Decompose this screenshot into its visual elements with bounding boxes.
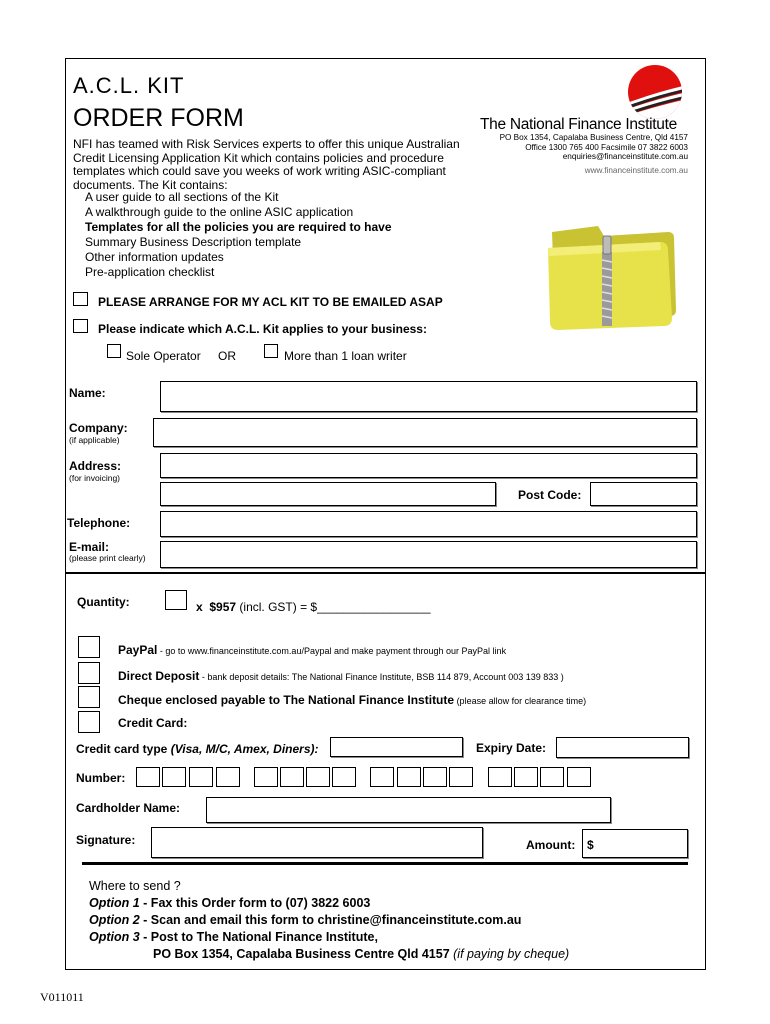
which-kit-label: Please indicate which A.C.L. Kit applies to your business:: [98, 322, 427, 336]
option-3-text: - Post to The National Finance Institute,: [139, 930, 378, 944]
address-line: PO Box 1354, Capalaba Business Centre, Qld 4157: [499, 133, 688, 142]
paypal-checkbox[interactable]: [78, 636, 100, 658]
card-number-digit[interactable]: [332, 767, 356, 787]
telephone-label: Telephone:: [67, 516, 131, 530]
kit-price: $957: [209, 600, 237, 614]
or-label: OR: [218, 349, 236, 363]
paypal-detail: - go to www.financeinstitute.com.au/Paypal and make payment through our PayPal link: [157, 646, 507, 656]
card-number-digit[interactable]: [449, 767, 473, 787]
list-item: A user guide to all sections of the Kit: [85, 190, 279, 204]
signature-label: Signature:: [76, 833, 136, 847]
send-divider: [82, 862, 688, 865]
section-divider: [66, 572, 705, 574]
address-field-line1[interactable]: [160, 453, 697, 478]
quantity-field[interactable]: [165, 590, 187, 610]
card-type-label: [76, 742, 319, 756]
post-note: (if paying by cheque): [453, 947, 570, 961]
sole-operator-label: Sole Operator: [126, 349, 201, 363]
amount-label: Amount:: [526, 838, 576, 852]
direct-deposit-detail: - bank deposit details: The National Finance Institute, BSB 114 879, Account 003 139 833 ): [199, 672, 564, 682]
card-number-digit[interactable]: [189, 767, 213, 787]
direct-deposit-checkbox[interactable]: [78, 662, 100, 684]
company-website: www.financeinstitute.com.au: [584, 166, 688, 175]
card-number-digit[interactable]: [514, 767, 538, 787]
direct-deposit-option: [118, 669, 564, 683]
card-number-digit[interactable]: [567, 767, 591, 787]
card-number-digit[interactable]: [136, 767, 160, 787]
paypal-label: PayPal: [118, 643, 158, 657]
company-note: (if applicable): [69, 435, 120, 445]
cardholder-label: Cardholder Name:: [76, 801, 181, 815]
kit-contents-list: [85, 190, 392, 280]
company-name: The National Finance Institute: [480, 116, 677, 133]
nfi-logo-icon: [614, 64, 692, 124]
email-field[interactable]: [160, 541, 697, 568]
direct-deposit-label: Direct Deposit: [118, 669, 200, 683]
paypal-option: [118, 643, 506, 657]
send-heading: Where to send ?: [89, 879, 181, 893]
times-sign: x: [196, 600, 203, 614]
company-label: Company:: [69, 421, 128, 435]
cheque-label: Cheque enclosed payable to The National Finance Institute: [118, 693, 455, 707]
company-field[interactable]: [153, 418, 697, 447]
post-address-line: [89, 946, 569, 963]
price-note: (incl. GST) = $_________________: [239, 600, 431, 614]
cheque-option: [118, 693, 586, 707]
expiry-label: Expiry Date:: [476, 741, 547, 755]
option-2-label: Option 2: [89, 913, 140, 927]
name-field[interactable]: [160, 381, 697, 412]
card-type-text: Credit card type: [76, 742, 168, 756]
send-option-1: [89, 895, 569, 912]
post-code-field[interactable]: [590, 482, 697, 506]
list-item: Summary Business Description template: [85, 235, 302, 249]
card-number-digit[interactable]: [423, 767, 447, 787]
option-1-label: Option 1: [89, 896, 140, 910]
address-note: (for invoicing): [69, 473, 121, 483]
form-version: V011011: [40, 990, 84, 1004]
company-address: [460, 133, 688, 162]
card-number-label: Number:: [76, 771, 126, 785]
more-than-one-checkbox[interactable]: [264, 344, 278, 358]
amount-currency: $: [587, 838, 594, 852]
list-item: Pre-application checklist: [85, 265, 215, 279]
card-number-digit[interactable]: [397, 767, 421, 787]
form-title-line1: A.C.L. KIT: [73, 73, 185, 98]
email-kit-label: PLEASE ARRANGE FOR MY ACL KIT TO BE EMAILED ASAP: [98, 295, 443, 309]
list-item: Other information updates: [85, 250, 224, 264]
form-title-line2: ORDER FORM: [73, 104, 244, 132]
send-instructions: [89, 878, 569, 963]
card-number-digit[interactable]: [306, 767, 330, 787]
send-option-3: [89, 929, 569, 946]
card-number-digit[interactable]: [280, 767, 304, 787]
credit-card-label: Credit Card:: [118, 716, 188, 730]
option-1-text: - Fax this Order form to (07) 3822 6003: [139, 896, 371, 910]
price-line: [196, 600, 431, 614]
intro-paragraph: NFI has teamed with Risk Services experts to offer this unique Australian Credit Licensing Application Kit which contains policies and procedure templates which could save you weeks of work writing ASIC-compliant documents. The Kit contains:: [73, 137, 460, 192]
card-type-field[interactable]: [330, 737, 463, 757]
post-code-label: Post Code:: [518, 488, 582, 502]
cheque-detail: (please allow for clearance time): [454, 696, 587, 706]
post-address: PO Box 1354, Capalaba Business Centre Qld 4157: [153, 947, 450, 961]
option-2-text: - Scan and email this form to christine@financeinstitute.com.au: [139, 913, 522, 927]
address-label: Address:: [69, 459, 122, 473]
send-option-2: [89, 912, 569, 929]
card-number-digit[interactable]: [162, 767, 186, 787]
folder-zip-icon: [540, 212, 690, 332]
quantity-label: Quantity:: [77, 595, 130, 609]
email-label: E-mail:: [69, 540, 110, 554]
card-number-digit[interactable]: [216, 767, 240, 787]
name-label: Name:: [69, 386, 106, 400]
card-number-digit[interactable]: [370, 767, 394, 787]
card-type-options: (Visa, M/C, Amex, Diners):: [170, 742, 319, 756]
phone-line: Office 1300 765 400 Facsimile 07 3822 6003: [525, 142, 688, 152]
which-kit-checkbox[interactable]: [73, 319, 88, 333]
email-note: (please print clearly): [69, 553, 146, 563]
amount-field[interactable]: [582, 829, 688, 858]
list-item: A walkthrough guide to the online ASIC application: [85, 205, 354, 219]
sole-operator-checkbox[interactable]: [107, 344, 121, 358]
credit-card-checkbox[interactable]: [78, 711, 100, 733]
list-item: Templates for all the policies you are required to have: [85, 220, 392, 234]
cardholder-field[interactable]: [206, 797, 611, 823]
card-number-digit[interactable]: [540, 767, 564, 787]
more-than-one-label: More than 1 loan writer: [284, 349, 407, 363]
email-kit-checkbox[interactable]: [73, 292, 88, 306]
cheque-checkbox[interactable]: [78, 686, 100, 708]
expiry-field[interactable]: [556, 737, 689, 758]
card-number-digit[interactable]: [488, 767, 512, 787]
card-number-digit[interactable]: [254, 767, 278, 787]
option-3-label: Option 3: [89, 930, 140, 944]
signature-field[interactable]: [151, 827, 483, 858]
address-field-line2[interactable]: [160, 482, 496, 506]
telephone-field[interactable]: [160, 511, 697, 537]
company-email: enquiries@financeinstitute.com.au: [562, 152, 688, 161]
